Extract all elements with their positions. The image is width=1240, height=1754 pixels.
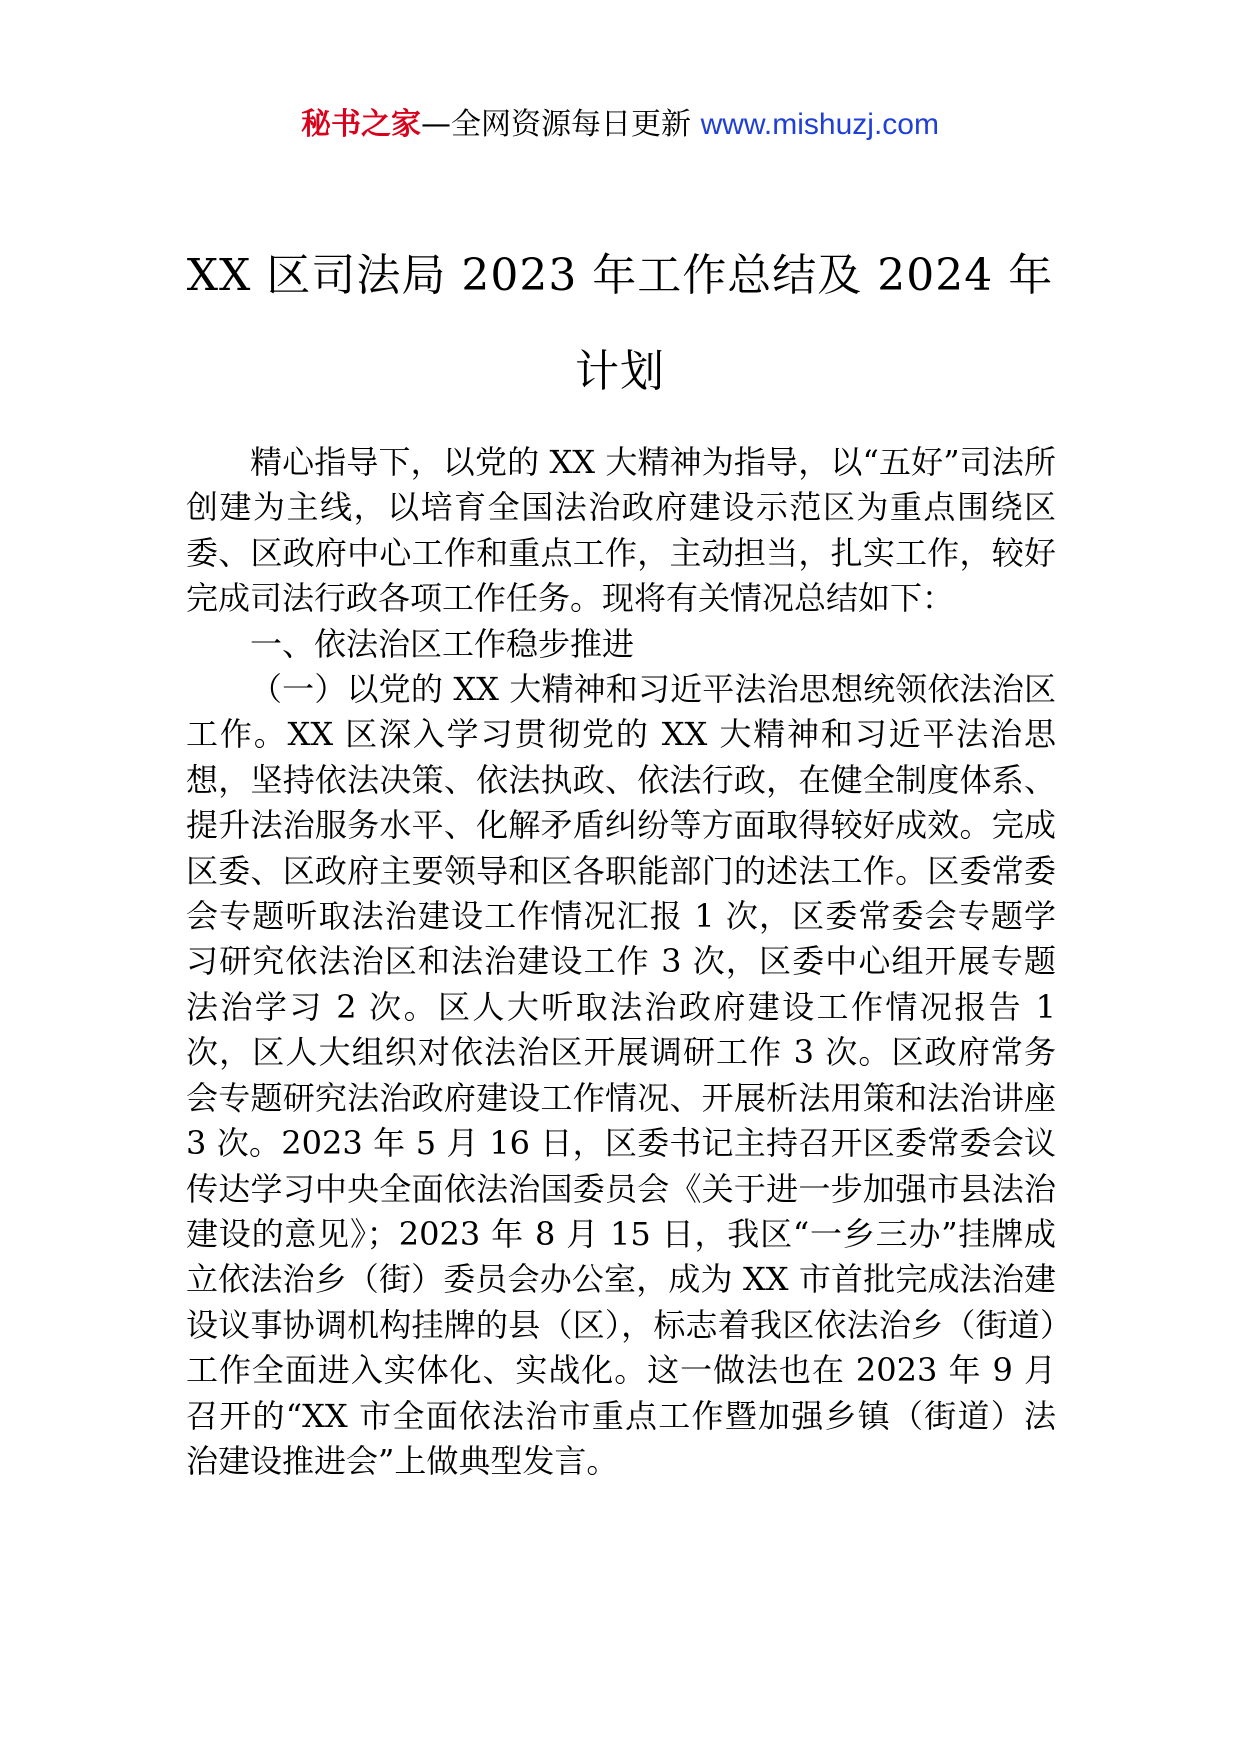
- site-slogan: —全网资源每日更新: [421, 107, 692, 142]
- section-heading-1: 一、依法治区工作稳步推进: [250, 624, 635, 663]
- site-brand: 秘书之家: [301, 107, 422, 142]
- document-title-line-1: XX 区司法局 2023 年工作总结及 2024 年: [186, 250, 1054, 301]
- document-body: [186, 440, 1056, 1484]
- document-title-line-2: 计划: [575, 346, 665, 397]
- site-header: [0, 100, 1240, 150]
- site-url-link[interactable]: www.mishuzj.com: [700, 108, 939, 141]
- paragraph-section-1-1: （一）以党的 XX 大精神和习近平法治思想统领依法治区工作。XX 区深入学习贯彻党的 XX 大精神和习近平法治思想，坚持依法决策、依法执政、依法行政，在健全制度体系、提升法治服务水平、化解矛盾纠纷等方面取得较好成效。完成区委、区政府主要领导和区各职能部门的述法工作。区委常委会专题听取法治建设工作情况汇报 1 次，区委常委会专题学习研究依法治区和法治建设工作 3 次，区委中心组开展专题法治学习 2 次。区人大听取法治政府建设工作情况报告 1 次，区人大组织对依法治区开展调研工作 3 次。区政府常务会专题研究法治政府建设工作情况、开展析法用策和法治讲座 3 次。2023 年 5 月 16 日，区委书记主持召开区委常委会议传达学习中央全面依法治国委员会《关于进一步加强市县法治建设的意见》；2023 年 8 月 15 日，我区“一乡三办”挂牌成立依法治乡（街）委员会办公室，成为 XX 市首批完成法治建设议事协调机构挂牌的县（区），标志着我区依法治乡（街道）工作全面进入实体化、实战化。这一做法也在 2023 年 9 月召开的“XX 市全面依法治市重点工作暨加强乡镇（街道）法治建设推进会”上做典型发言。: [186, 670, 1056, 1480]
- paragraph-intro: 精心指导下，以党的 XX 大精神为指导，以“五好”司法所创建为主线，以培育全国法治政府建设示范区为重点围绕区委、区政府中心工作和重点工作，主动担当，扎实工作，较好完成司法行政各项工作任务。现将有关情况总结如下：: [186, 443, 1056, 618]
- document-title: [0, 228, 1240, 420]
